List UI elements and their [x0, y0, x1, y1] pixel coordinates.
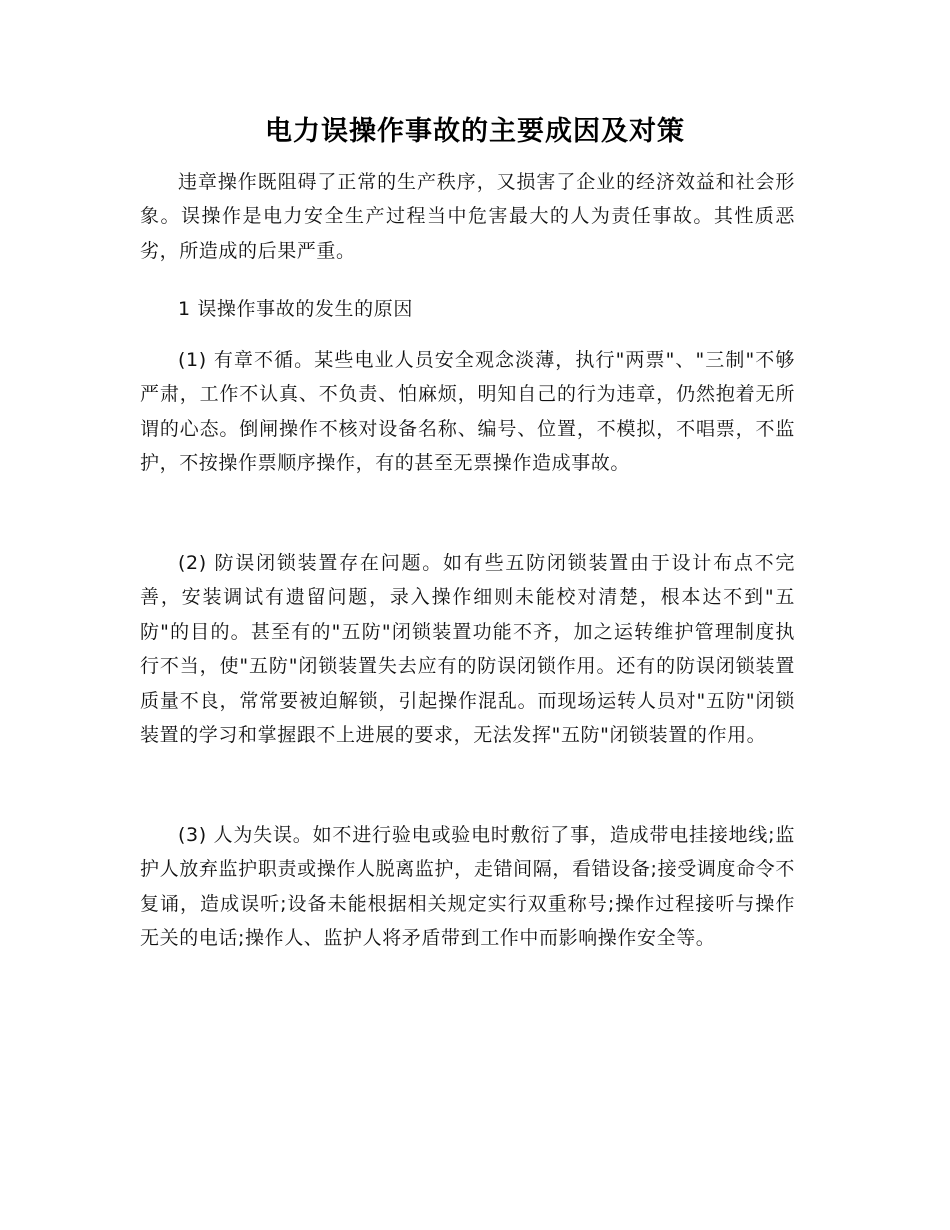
cause-paragraph-1: (1) 有章不循。某些电业人员安全观念淡薄，执行"两票"、"三制"不够严肃，工作不认真、不负责、怕麻烦，明知自己的行为违章，仍然抱着无所谓的心态。倒闸操作不核对设备名称、编号、位置，不模拟，不唱票，不监护，不按操作票顺序操作，有的甚至无票操作造成事故。 — [140, 349, 795, 475]
cause-paragraph-3: (3) 人为失误。如不进行验电或验电时敷衍了事，造成带电挂接地线;监护人放弃监护职责或操作人脱离监护，走错间隔，看错设备;接受调度命令不复诵，造成误听;设备未能根据相关规定实行双重称号;操作过程接听与操作无关的电话;操作人、监护人将矛盾带到工作中而影响操作安全等。 — [140, 824, 795, 950]
intro-paragraph: 违章操作既阻碍了正常的生产秩序，又损害了企业的经济效益和社会形象。误操作是电力安全生产过程当中危害最大的人为责任事故。其性质恶劣，所造成的后果严重。 — [140, 171, 795, 262]
cause-paragraph-2: (2) 防误闭锁装置存在问题。如有些五防闭锁装置由于设计布点不完善，安装调试有遗留问题，录入操作细则未能校对清楚，根本达不到"五防"的目的。甚至有的"五防"闭锁装置功能不齐，加之运转维护管理制度执行不当，使"五防"闭锁装置失去应有的防误闭锁作用。还有的防误闭锁装置质量不良，常常要被迫解锁，引起操作混乱。而现场运转人员对"五防"闭锁装置的学习和掌握跟不上进展的要求，无法发挥"五防"闭锁装置的作用。 — [140, 552, 795, 747]
document-title: 电力误操作事故的主要成因及对策 — [265, 116, 685, 147]
section-heading: 1 误操作事故的发生的原因 — [178, 298, 413, 320]
